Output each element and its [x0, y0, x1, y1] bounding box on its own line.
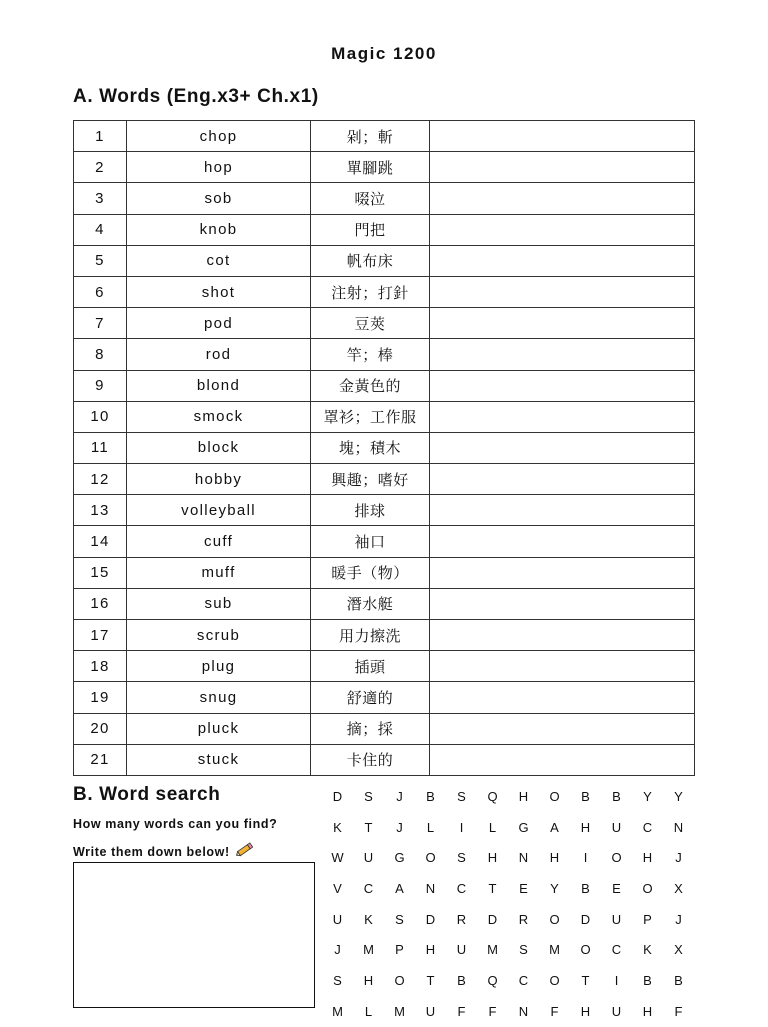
grid-letter[interactable]: F: [674, 1003, 683, 1019]
table-row: [74, 557, 695, 588]
grid-letter[interactable]: X: [674, 942, 683, 958]
grid-letter[interactable]: M: [394, 1003, 405, 1019]
grid-letter[interactable]: R: [518, 911, 529, 927]
grid-letter[interactable]: G: [394, 850, 405, 866]
row-number: 3: [74, 183, 127, 214]
section-b-heading: B. Word search: [73, 784, 221, 805]
chinese-meaning: 潛水艇: [311, 588, 430, 619]
chinese-meaning: 帆布床: [311, 245, 430, 276]
row-number: 2: [74, 152, 127, 183]
grid-letter[interactable]: P: [395, 942, 404, 958]
table-row: [74, 245, 695, 276]
grid-letter[interactable]: L: [488, 819, 497, 835]
english-word: cot: [127, 245, 311, 276]
english-word: plug: [127, 651, 311, 682]
grid-letter[interactable]: O: [394, 972, 405, 988]
grid-letter[interactable]: A: [550, 819, 559, 835]
grid-letter[interactable]: I: [583, 850, 588, 866]
grid-letter[interactable]: T: [581, 972, 590, 988]
practice-cell[interactable]: [430, 588, 695, 619]
row-number: 8: [74, 339, 127, 370]
grid-letter[interactable]: G: [518, 819, 529, 835]
english-word: snug: [127, 682, 311, 713]
grid-letter[interactable]: A: [395, 880, 404, 896]
english-word: cuff: [127, 526, 311, 557]
grid-letter[interactable]: L: [364, 1003, 373, 1019]
grid-letter[interactable]: F: [488, 1003, 497, 1019]
grid-letter[interactable]: C: [642, 819, 653, 835]
practice-cell[interactable]: [430, 370, 695, 401]
grid-letter[interactable]: C: [518, 972, 529, 988]
write-down-instruction: [73, 842, 255, 861]
practice-cell[interactable]: [430, 557, 695, 588]
grid-letter[interactable]: D: [580, 911, 591, 927]
grid-letter[interactable]: U: [611, 819, 622, 835]
grid-letter[interactable]: F: [457, 1003, 466, 1019]
row-number: 17: [74, 620, 127, 651]
word-search-grid: [322, 781, 694, 1027]
chinese-meaning: 單腳跳: [311, 152, 430, 183]
grid-letter[interactable]: S: [395, 911, 404, 927]
grid-letter[interactable]: H: [425, 942, 436, 958]
table-row: [74, 651, 695, 682]
grid-letter[interactable]: B: [612, 788, 621, 804]
row-number: 9: [74, 370, 127, 401]
english-word: hobby: [127, 464, 311, 495]
practice-cell[interactable]: [430, 432, 695, 463]
practice-cell[interactable]: [430, 526, 695, 557]
row-number: 18: [74, 651, 127, 682]
table-row: [74, 432, 695, 463]
table-row: [74, 526, 695, 557]
grid-letter[interactable]: E: [612, 880, 621, 896]
grid-letter[interactable]: B: [643, 972, 652, 988]
grid-letter[interactable]: I: [459, 819, 464, 835]
grid-letter[interactable]: O: [549, 788, 560, 804]
practice-cell[interactable]: [430, 620, 695, 651]
grid-letter[interactable]: D: [425, 911, 436, 927]
row-number: 12: [74, 464, 127, 495]
chinese-meaning: 舒適的: [311, 682, 430, 713]
grid-letter[interactable]: N: [425, 880, 436, 896]
grid-letter[interactable]: H: [549, 850, 560, 866]
grid-letter[interactable]: M: [549, 942, 560, 958]
english-word: shot: [127, 276, 311, 307]
practice-cell[interactable]: [430, 682, 695, 713]
grid-letter[interactable]: M: [332, 1003, 343, 1019]
grid-letter[interactable]: J: [675, 911, 682, 927]
chinese-meaning: 剁；斬: [311, 121, 430, 152]
practice-cell[interactable]: [430, 464, 695, 495]
grid-row: [322, 873, 694, 904]
english-word: stuck: [127, 744, 311, 775]
grid-letter[interactable]: J: [396, 788, 403, 804]
grid-letter[interactable]: B: [426, 788, 435, 804]
grid-letter[interactable]: S: [519, 942, 528, 958]
row-number: 15: [74, 557, 127, 588]
grid-letter[interactable]: P: [643, 911, 652, 927]
grid-letter[interactable]: Y: [550, 880, 559, 896]
grid-row: [322, 934, 694, 965]
table-row: [74, 588, 695, 619]
grid-letter[interactable]: H: [363, 972, 374, 988]
grid-letter[interactable]: V: [333, 880, 342, 896]
practice-cell[interactable]: [430, 245, 695, 276]
grid-letter[interactable]: T: [488, 880, 497, 896]
grid-row: [322, 812, 694, 843]
row-number: 10: [74, 401, 127, 432]
chinese-meaning: 用力擦洗: [311, 620, 430, 651]
grid-letter[interactable]: S: [457, 850, 466, 866]
english-word: pluck: [127, 713, 311, 744]
chinese-meaning: 啜泣: [311, 183, 430, 214]
practice-cell[interactable]: [430, 495, 695, 526]
grid-letter[interactable]: O: [580, 942, 591, 958]
table-row: [74, 183, 695, 214]
grid-letter[interactable]: Y: [674, 788, 683, 804]
chinese-meaning: 金黃色的: [311, 370, 430, 401]
row-number: 16: [74, 588, 127, 619]
table-row: [74, 152, 695, 183]
grid-letter[interactable]: K: [364, 911, 373, 927]
grid-letter[interactable]: W: [331, 850, 344, 866]
grid-letter[interactable]: B: [581, 880, 590, 896]
grid-letter[interactable]: K: [333, 819, 342, 835]
practice-cell[interactable]: [430, 401, 695, 432]
practice-cell[interactable]: [430, 308, 695, 339]
grid-letter[interactable]: C: [456, 880, 467, 896]
english-word: muff: [127, 557, 311, 588]
english-word: sub: [127, 588, 311, 619]
row-number: 5: [74, 245, 127, 276]
grid-letter[interactable]: H: [580, 1003, 591, 1019]
practice-cell[interactable]: [430, 183, 695, 214]
practice-cell[interactable]: [430, 276, 695, 307]
table-row: [74, 121, 695, 152]
chinese-meaning: 罩衫；工作服: [311, 401, 430, 432]
grid-letter[interactable]: U: [363, 850, 374, 866]
grid-row: [322, 996, 694, 1027]
grid-letter[interactable]: B: [674, 972, 683, 988]
grid-letter[interactable]: O: [642, 880, 653, 896]
grid-letter[interactable]: O: [425, 850, 436, 866]
row-number: 4: [74, 214, 127, 245]
practice-cell[interactable]: [430, 152, 695, 183]
english-word: rod: [127, 339, 311, 370]
grid-letter[interactable]: H: [642, 850, 653, 866]
grid-letter[interactable]: U: [456, 942, 467, 958]
chinese-meaning: 卡住的: [311, 744, 430, 775]
grid-letter[interactable]: U: [425, 1003, 436, 1019]
grid-letter[interactable]: D: [332, 788, 343, 804]
english-word: scrub: [127, 620, 311, 651]
pencil-icon: [235, 842, 255, 861]
grid-letter[interactable]: K: [643, 942, 652, 958]
table-row: [74, 401, 695, 432]
row-number: 21: [74, 744, 127, 775]
grid-letter[interactable]: U: [611, 1003, 622, 1019]
practice-cell[interactable]: [430, 339, 695, 370]
grid-letter[interactable]: B: [457, 972, 466, 988]
chinese-meaning: 興趣；嗜好: [311, 464, 430, 495]
grid-letter[interactable]: Q: [487, 788, 498, 804]
table-row: [74, 744, 695, 775]
chinese-meaning: 排球: [311, 495, 430, 526]
english-word: block: [127, 432, 311, 463]
chinese-meaning: 袖口: [311, 526, 430, 557]
english-word: knob: [127, 214, 311, 245]
row-number: 7: [74, 308, 127, 339]
page-title: Magic 1200: [331, 44, 437, 63]
grid-letter[interactable]: C: [611, 942, 622, 958]
english-word: sob: [127, 183, 311, 214]
chinese-meaning: 門把: [311, 214, 430, 245]
chinese-meaning: 豆莢: [311, 308, 430, 339]
chinese-meaning: 注射；打針: [311, 276, 430, 307]
practice-cell[interactable]: [430, 121, 695, 152]
table-row: [74, 682, 695, 713]
practice-cell[interactable]: [430, 713, 695, 744]
grid-letter[interactable]: J: [675, 850, 682, 866]
row-number: 19: [74, 682, 127, 713]
grid-letter[interactable]: T: [364, 819, 373, 835]
practice-cell[interactable]: [430, 744, 695, 775]
table-row: [74, 276, 695, 307]
table-row: [74, 464, 695, 495]
table-row: [74, 495, 695, 526]
grid-letter[interactable]: J: [396, 819, 403, 835]
grid-row: [322, 842, 694, 873]
grid-letter[interactable]: B: [581, 788, 590, 804]
practice-cell[interactable]: [430, 214, 695, 245]
grid-letter[interactable]: S: [364, 788, 373, 804]
table-row: [74, 339, 695, 370]
english-word: blond: [127, 370, 311, 401]
grid-letter[interactable]: H: [642, 1003, 653, 1019]
table-row: [74, 308, 695, 339]
row-number: 6: [74, 276, 127, 307]
answer-box[interactable]: [73, 862, 315, 1008]
english-word: volleyball: [127, 495, 311, 526]
grid-letter[interactable]: J: [334, 942, 341, 958]
row-number: 20: [74, 713, 127, 744]
row-number: 14: [74, 526, 127, 557]
grid-letter[interactable]: H: [487, 850, 498, 866]
grid-letter[interactable]: D: [487, 911, 498, 927]
section-a-heading: A. Words (Eng.x3+ Ch.x1): [73, 86, 319, 107]
table-row: [74, 370, 695, 401]
grid-letter[interactable]: O: [549, 972, 560, 988]
write-down-text: Write them down below!: [73, 844, 230, 859]
grid-letter[interactable]: U: [332, 911, 343, 927]
grid-letter[interactable]: M: [363, 942, 374, 958]
grid-row: [322, 781, 694, 812]
chinese-meaning: 摘；採: [311, 713, 430, 744]
grid-letter[interactable]: Q: [487, 972, 498, 988]
grid-letter[interactable]: L: [426, 819, 435, 835]
english-word: pod: [127, 308, 311, 339]
grid-letter[interactable]: E: [519, 880, 528, 896]
grid-letter[interactable]: I: [614, 972, 619, 988]
grid-letter[interactable]: X: [674, 880, 683, 896]
table-row: [74, 713, 695, 744]
english-word: chop: [127, 121, 311, 152]
chinese-meaning: 插頭: [311, 651, 430, 682]
grid-letter[interactable]: F: [550, 1003, 559, 1019]
grid-letter[interactable]: N: [518, 850, 529, 866]
grid-letter[interactable]: R: [456, 911, 467, 927]
row-number: 13: [74, 495, 127, 526]
grid-letter[interactable]: U: [611, 911, 622, 927]
english-word: hop: [127, 152, 311, 183]
table-row: [74, 620, 695, 651]
grid-letter[interactable]: H: [518, 788, 529, 804]
grid-row: [322, 904, 694, 935]
table-row: [74, 214, 695, 245]
grid-letter[interactable]: S: [333, 972, 342, 988]
practice-cell[interactable]: [430, 651, 695, 682]
grid-letter[interactable]: H: [580, 819, 591, 835]
chinese-meaning: 竿；棒: [311, 339, 430, 370]
grid-letter[interactable]: O: [611, 850, 622, 866]
grid-letter[interactable]: O: [549, 911, 560, 927]
grid-letter[interactable]: S: [457, 788, 466, 804]
english-word: smock: [127, 401, 311, 432]
row-number: 1: [74, 121, 127, 152]
grid-letter[interactable]: N: [518, 1003, 529, 1019]
grid-letter[interactable]: M: [487, 942, 498, 958]
grid-letter[interactable]: Y: [643, 788, 652, 804]
grid-letter[interactable]: C: [363, 880, 374, 896]
chinese-meaning: 塊；積木: [311, 432, 430, 463]
word-search-question: How many words can you find?: [73, 817, 278, 831]
grid-row: [322, 965, 694, 996]
row-number: 11: [74, 432, 127, 463]
vocabulary-table: [73, 120, 695, 776]
grid-letter[interactable]: N: [673, 819, 684, 835]
grid-letter[interactable]: T: [426, 972, 435, 988]
chinese-meaning: 暖手（物）: [311, 557, 430, 588]
